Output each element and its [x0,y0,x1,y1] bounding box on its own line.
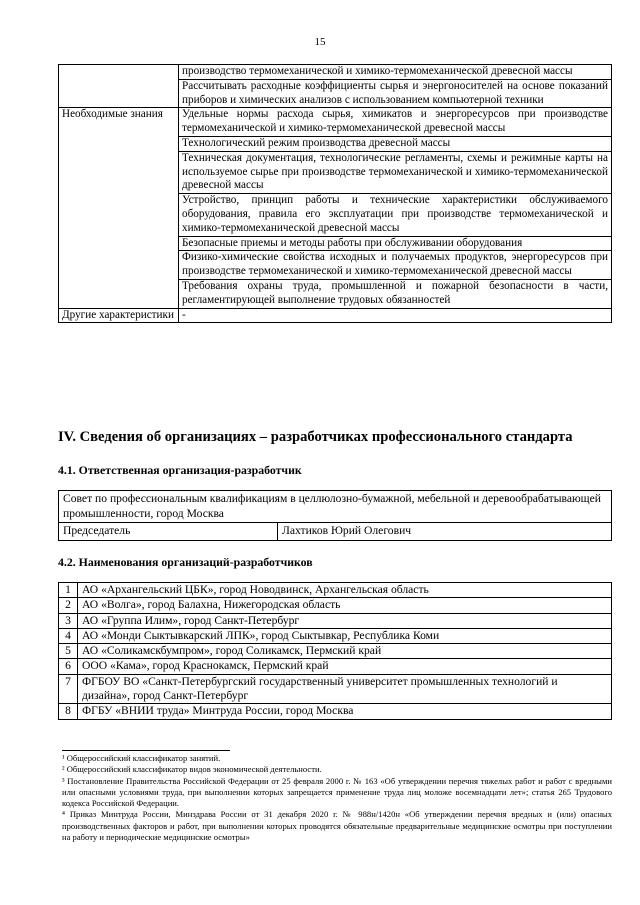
footnote-4: ⁴ Приказ Минтруда России, Минздрава России от 31 декабря 2020 г. № 988н/1420н «Об утверждении перечня вредных и (или) опасных производственных факторов и работ, при выполнении которых проводятся обязательные предварительные медицинские осмотры при поступлении на работу и периодические медицинские осмотры» [62,809,612,843]
row-number: 8 [59,704,78,719]
responsible-org-table [58,490,612,541]
table-cell: Рассчитывать расходные коэффициенты сырья и энергоносителей на основе показаний приборов и химических анализов с использованием компьютерной техники [179,79,612,108]
subsection-title-4-1: 4.1. Ответственная организация-разработчик [58,463,302,477]
developers-table [58,582,612,720]
row-number: 3 [59,613,78,628]
org-cell: АО «Монди Сыктывкарский ЛПК», город Сыктывкар, Республика Коми [78,628,612,643]
footnotes [62,753,612,843]
table-row [59,523,612,541]
table-row [59,65,612,80]
footnote-divider [62,750,230,751]
table-cell: Удельные нормы расхода сырья, химикатов и энергоресурсов при производстве термомеханической и химико-термомеханической древесной массы [179,108,612,137]
org-cell: АО «Волга», город Балахна, Нижегородская область [78,598,612,613]
table-row [59,628,612,643]
table-row [59,659,612,674]
person-name: Лахтиков Юрий Олегович [278,523,612,541]
table-cell: Техническая документация, технологические регламенты, схемы и режимные карты на используемое сырье при производстве термомеханической и химико-термомеханической древесной массы [179,151,612,193]
table-cell: Требования охраны труда, промышленной и пожарной безопасности в части, регламентирующей выполнение трудовых обязанностей [179,279,612,308]
table-row [59,308,612,323]
role: Председатель [59,523,278,541]
table-cell: - [179,308,612,323]
table-row [59,108,612,137]
org-cell: ФГБОУ ВО «Санкт-Петербургский государственный университет промышленных технологий и дизайна», город Санкт-Петербург [78,674,612,704]
row-number: 6 [59,659,78,674]
org-cell: АО «Архангельский ЦБК», город Новодвинск, Архангельская область [78,583,612,598]
org-cell: АО «Соликамскбумпром», город Соликамск, Пермский край [78,644,612,659]
table-row [59,704,612,719]
row-label [59,65,179,108]
table-cell: Устройство, принцип работы и технические характеристики обслуживаемого оборудования, правила его эксплуатации при производстве термомеханической и химико-термомеханической древесной массы [179,194,612,236]
row-number: 7 [59,674,78,704]
org-cell: ООО «Кама», город Краснокамск, Пермский край [78,659,612,674]
table-row [59,491,612,523]
footnote-3: ³ Постановление Правительства Российской Федерации от 25 февраля 2000 г. № 163 «Об утверждении перечня тяжелых работ и работ с вредными или опасными условиями труда, при выполнении которых запрещается применение труда лиц моложе восемнадцати лет»; статья 265 Трудового кодекса Российской Федерации. [62,775,612,809]
table-cell: Безопасные приемы и методы работы при обслуживании оборудования [179,236,612,251]
table-row [59,583,612,598]
table-row [59,674,612,704]
page-number: 15 [314,36,326,48]
row-number: 5 [59,644,78,659]
org-name: Совет по профессиональным квалификациям в целлюлозно-бумажной, мебельной и деревообрабатывающей промышленности, город Москва [59,491,612,523]
row-number: 4 [59,628,78,643]
row-label-knowledge: Необходимые знания [59,108,179,308]
table-cell: Физико-химические свойства исходных и получаемых продуктов, энергоресурсов при производстве термомеханической и химико-термомеханической древесной массы [179,251,612,280]
table-row [59,598,612,613]
org-cell: АО «Группа Илим», город Санкт-Петербург [78,613,612,628]
footnote-1: ¹ Общероссийский классификатор занятий. [62,753,221,763]
table-row [59,644,612,659]
row-number: 2 [59,598,78,613]
row-label-other: Другие характеристики [59,308,179,323]
competence-table [58,64,612,323]
table-cell: производство термомеханической и химико-термомеханической древесной массы [179,65,612,80]
row-number: 1 [59,583,78,598]
table-cell: Технологический режим производства древесной массы [179,136,612,151]
org-cell: ФГБУ «ВНИИ труда» Минтруда России, город Москва [78,704,612,719]
subsection-title-4-2: 4.2. Наименования организаций-разработчиков [58,555,313,569]
footnote-2: ² Общероссийский классификатор видов экономической деятельности. [62,764,322,775]
section-title: IV. Сведения об организациях – разработчиках профессионального стандарта [58,429,573,445]
table-row [59,613,612,628]
